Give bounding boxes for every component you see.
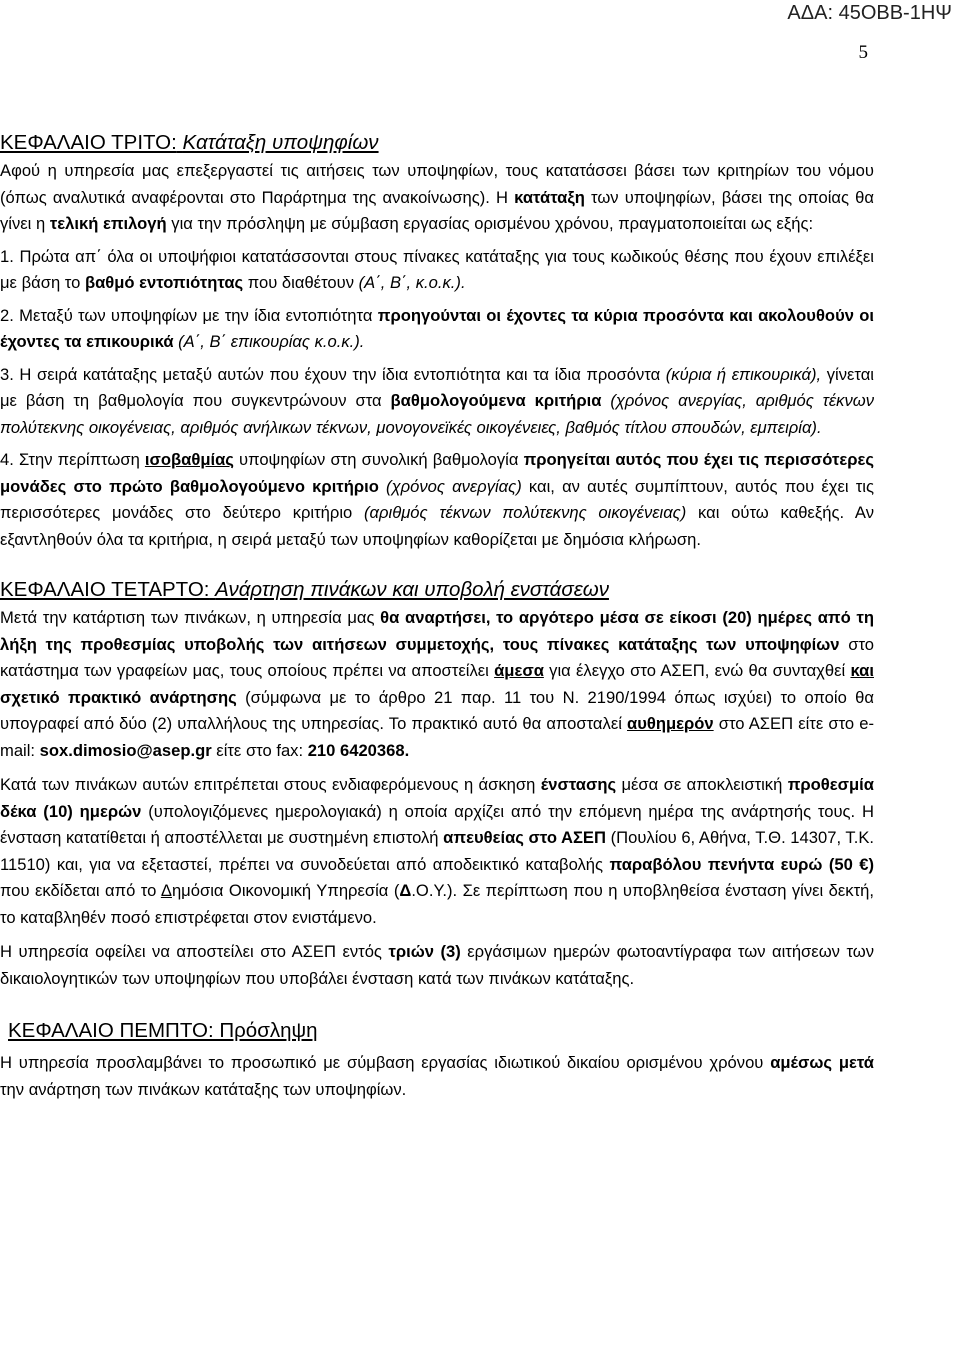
bold-text: βαθμό εντοπιότητας bbox=[84, 273, 244, 292]
text: στο ΑΣΕΠ είτε στο e-mail: bbox=[0, 714, 874, 760]
text: είτε στο fax: bbox=[211, 740, 308, 760]
text: που διαθέτουν bbox=[243, 273, 359, 292]
text: για έλεγχο στο ΑΣΕΠ, ενώ θα συνταχθεί bbox=[543, 661, 851, 680]
chapter-4-label: ΚΕΦΑΛΑΙΟ ΤΕΤΑΡΤΟ: bbox=[0, 578, 210, 601]
criterion-2 bbox=[0, 303, 874, 356]
chapter-4-paragraph-3 bbox=[0, 939, 874, 992]
bold-text: προηγούνται οι έχοντες τα κύρια προσόντα και ακολουθούν οι έχοντες τα επικουρικά bbox=[0, 305, 874, 351]
chapter-4-paragraph-2 bbox=[0, 772, 874, 931]
italic-text: (κύρια ή επικουρικά), bbox=[665, 364, 822, 384]
text: (Πουλίου 6, Αθήνα, Τ.Θ. 14307, Τ.Κ. 11510) και, για να εξεταστεί, πρέπει να συνοδεύεται από αποδεικτικό καταβολής bbox=[0, 828, 874, 874]
italic-text: (Α΄, Β΄, κ.ο.κ.). bbox=[358, 273, 466, 292]
bold-text: αμέσως μετά bbox=[770, 1053, 874, 1072]
criterion-1 bbox=[0, 244, 874, 297]
bold-underlined-text: άμεσα bbox=[494, 661, 544, 680]
chapter-3-heading bbox=[0, 128, 874, 158]
bold-text: παραβόλου πενήντα ευρώ (50 €) bbox=[609, 854, 874, 874]
italic-text: (αριθμός τέκνων πολύτεκνης οικογένειας) bbox=[364, 503, 687, 522]
chapter-5-heading: ΚΕΦΑΛΑΙΟ ΠΕΜΠΤΟ: Πρόσληψη bbox=[8, 1019, 318, 1042]
text: που εκδίδεται από το bbox=[0, 881, 161, 900]
bold-text: Δ bbox=[399, 881, 412, 900]
text: Η υπηρεσία προσλαμβάνει το προσωπικό με σύμβαση εργασίας ιδιωτικού δικαίου ορισμένου χρόνου bbox=[0, 1053, 771, 1072]
text: (υπολογιζόμενες ημερολογιακά) η οποία αρχίζει από την επόμενη ημέρα της ανάρτησής τους. Η ένσταση κατατίθεται ή αποστέλλεται με συστημένη επιστολή bbox=[0, 801, 874, 847]
document-body bbox=[0, 128, 874, 1103]
italic-text: (χρόνος ανεργίας, αριθμός τέκνων πολύτεκνης οικογένειας, αριθμός ανήλικων τέκνων, μονογονεϊκές οικογένειες, βαθμός τίτλου σπουδών, εμπειρία). bbox=[0, 391, 874, 437]
text: .Ο.Υ.). Σε περίπτωση που η υποβληθείσα ένσταση γίνει δεκτή, το καταβληθέν ποσό επιστρέφεται στον ενιστάμενο. bbox=[0, 881, 874, 927]
bold-text: ένστασης bbox=[540, 775, 617, 794]
text: 4. Στην περίπτωση bbox=[0, 450, 145, 469]
bold-underlined-text: αυθημερόν bbox=[627, 714, 714, 733]
bold-text: θα αναρτήσει, το αργότερο μέσα σε είκοσι (20) ημέρες από τη λήξη της προθεσμίας υποβολής των αιτήσεων συμμετοχής, τους πίνακες κατάταξης των υποψηφίων bbox=[0, 608, 874, 654]
ada-code: ΑΔΑ: 45ΟΒΒ-1ΗΨ bbox=[787, 2, 952, 24]
email-address: sox.dimosio@asep.gr bbox=[39, 740, 212, 760]
text: γίνεται με βάση τη βαθμολογία που συγκεντρώνουν στα bbox=[0, 364, 874, 410]
text: ημόσια Οικονομική Υπηρεσία ( bbox=[171, 881, 400, 900]
bold-text: κατάταξη bbox=[514, 187, 585, 207]
italic-text: (χρόνος ανεργίας) bbox=[378, 476, 522, 496]
text: Κατά των πινάκων αυτών επιτρέπεται στους ενδιαφερόμενους η άσκηση bbox=[0, 775, 541, 794]
criterion-3 bbox=[0, 362, 874, 442]
text: για την πρόσληψη με σύμβαση εργασίας ορισμένου χρόνου, πραγματοποιείται ως εξής: bbox=[166, 214, 814, 233]
criterion-4 bbox=[0, 447, 874, 553]
chapter-3-title: Κατάταξη υποψηφίων bbox=[182, 131, 379, 154]
bold-text: σχετικό πρακτικό ανάρτησης bbox=[0, 687, 237, 707]
chapter-5-paragraph bbox=[0, 1050, 874, 1103]
bold-text: τελική επιλογή bbox=[49, 214, 167, 233]
bold-underlined-text: ισοβαθμίας bbox=[144, 450, 234, 469]
chapter-3-label: ΚΕΦΑΛΑΙΟ ΤΡΙΤΟ: bbox=[0, 131, 177, 154]
text: Η υπηρεσία οφείλει να αποστείλει στο ΑΣΕΠ εντός bbox=[0, 942, 389, 961]
text: Μετά την κατάρτιση των πινάκων, η υπηρεσία μας bbox=[0, 608, 381, 627]
text: και ούτω καθεξής. Αν εξαντληθούν όλα τα κριτήρια, η σειρά μεταξύ των υποψηφίων καθορίζεται με δημόσια κλήρωση. bbox=[0, 503, 874, 549]
text: μέσα σε αποκλειστική bbox=[616, 775, 788, 794]
underlined-text: Δ bbox=[160, 881, 172, 900]
bold-text: βαθμολογούμενα κριτήρια bbox=[390, 391, 602, 410]
bold-text: προθεσμία δέκα (10) ημερών bbox=[0, 775, 874, 821]
bold-text: απευθείας στο ΑΣΕΠ bbox=[443, 828, 606, 847]
text: υποψηφίων στη συνολική βαθμολογία bbox=[233, 450, 524, 469]
bold-underlined-text: και bbox=[850, 661, 874, 680]
chapter-4-heading bbox=[0, 575, 874, 605]
fax-number: 210 6420368. bbox=[307, 740, 410, 760]
text: των υποψηφίων, βάσει της οποίας θα γίνει η bbox=[0, 187, 874, 233]
text: 2. Μεταξύ των υποψηφίων με την ίδια εντοπιότητα bbox=[0, 305, 378, 325]
text: Αφού η υπηρεσία μας επεξεργαστεί τις αιτήσεις των υποψηφίων, τους κατατάσσει βάσει των κριτηρίων του νόμου (όπως αναλυτικά αναφέρονται στο Παράρτημα της ανακοίνωσης). Η bbox=[0, 161, 874, 207]
text: 1. Πρώτα απ΄ όλα οι υποψήφιοι κατατάσσονται στους πίνακες κατάταξης για τους κωδικούς θέσης που έχουν επιλέξει με βάση το bbox=[0, 246, 874, 292]
page-number: 5 bbox=[858, 42, 868, 63]
chapter-3-intro bbox=[0, 158, 874, 238]
text: 3. Η σειρά κατάταξης μεταξύ αυτών που έχουν την ίδια εντοπιότητα και τα ίδια προσόντα bbox=[0, 364, 666, 384]
bold-text: τριών (3) bbox=[388, 942, 461, 961]
chapter-4-title: Ανάρτηση πινάκων και υποβολή ενστάσεων bbox=[215, 578, 609, 601]
text: και, αν αυτές συμπίπτουν, αυτός που έχει τις περισσότερες μονάδες στο δεύτερο κριτήριο bbox=[0, 476, 874, 522]
chapter-4-paragraph-1 bbox=[0, 605, 874, 764]
text: εργάσιμων ημερών φωτοαντίγραφα των αιτήσεων των δικαιολογητικών των υποψηφίων που υποβάλει ένσταση κατά των πινάκων κατάταξης. bbox=[0, 942, 875, 988]
bold-text: προηγείται αυτός που έχει τις περισσότερες μονάδες στο πρώτο βαθμολογούμενο κριτήριο bbox=[0, 450, 875, 496]
italic-text: (Α΄, Β΄ επικουρίας κ.ο.κ.). bbox=[173, 332, 365, 351]
text: (σύμφωνα με το άρθρο 21 παρ. 11 του Ν. 2190/1994 όπως ισχύει) το οποίο θα υπογραφεί από δύο (2) υπαλλήλους της υπηρεσίας. Το πρακτικό αυτό θα αποσταλεί bbox=[0, 687, 874, 733]
text: την ανάρτηση των πινάκων κατάταξης των υποψηφίων. bbox=[0, 1079, 407, 1099]
text: στο κατάστημα των γραφείων μας, τους οποίους πρέπει να αποστείλει bbox=[0, 634, 875, 680]
